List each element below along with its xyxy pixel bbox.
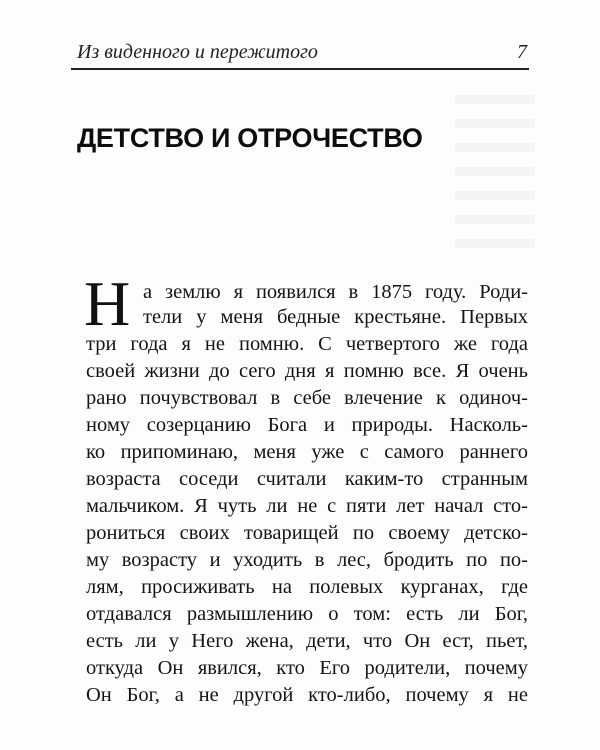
body-line: рано почувствовал в себе влечение к одиноч-	[86, 387, 528, 409]
bleed-through-shadow	[455, 95, 535, 255]
page-number: 7	[517, 41, 527, 63]
body-line: тели у меня бедные крестьяне. Первых	[143, 306, 528, 328]
running-head: Из виденного и пережитого	[77, 41, 318, 63]
body-line: возраста соседи считали каким-то странным	[86, 468, 528, 490]
body-line: мальчиком. Я чуть ли не с пяти лет начал сто-	[86, 495, 528, 517]
body-line: лям, просиживать на полевых курганах, где	[86, 576, 528, 598]
body-line: рониться своих товарищей по своему детско-	[86, 522, 528, 544]
body-line: есть ли у Него жена, дети, что Он ест, пьет,	[86, 630, 528, 652]
body-line: Он Бог, а не другой кто-либо, почему я не	[86, 684, 528, 706]
drop-cap: Н	[84, 268, 131, 339]
body-line: ко припоминаю, меня уже с самого раннего	[86, 441, 528, 463]
body-line: ному созерцанию Бога и природы. Насколь-	[86, 414, 528, 436]
body-line: му возрасту и уходить в лес, бродить по по-	[86, 549, 528, 571]
body-line: отдавался размышлению о том: есть ли Бог,	[86, 603, 528, 625]
body-line: своей жизни до сего дня я помню все. Я очень	[86, 360, 528, 382]
page-header	[71, 34, 529, 64]
chapter-title: ДЕТСТВО И ОТРОЧЕСТВО	[77, 123, 423, 153]
header-rule	[71, 68, 529, 70]
body-line: откуда Он явился, кто Его родители, почему	[86, 657, 528, 679]
body-line: три года я не помню. С четвертого же года	[86, 333, 528, 355]
body-line: а землю я появился в 1875 году. Роди-	[143, 281, 528, 303]
